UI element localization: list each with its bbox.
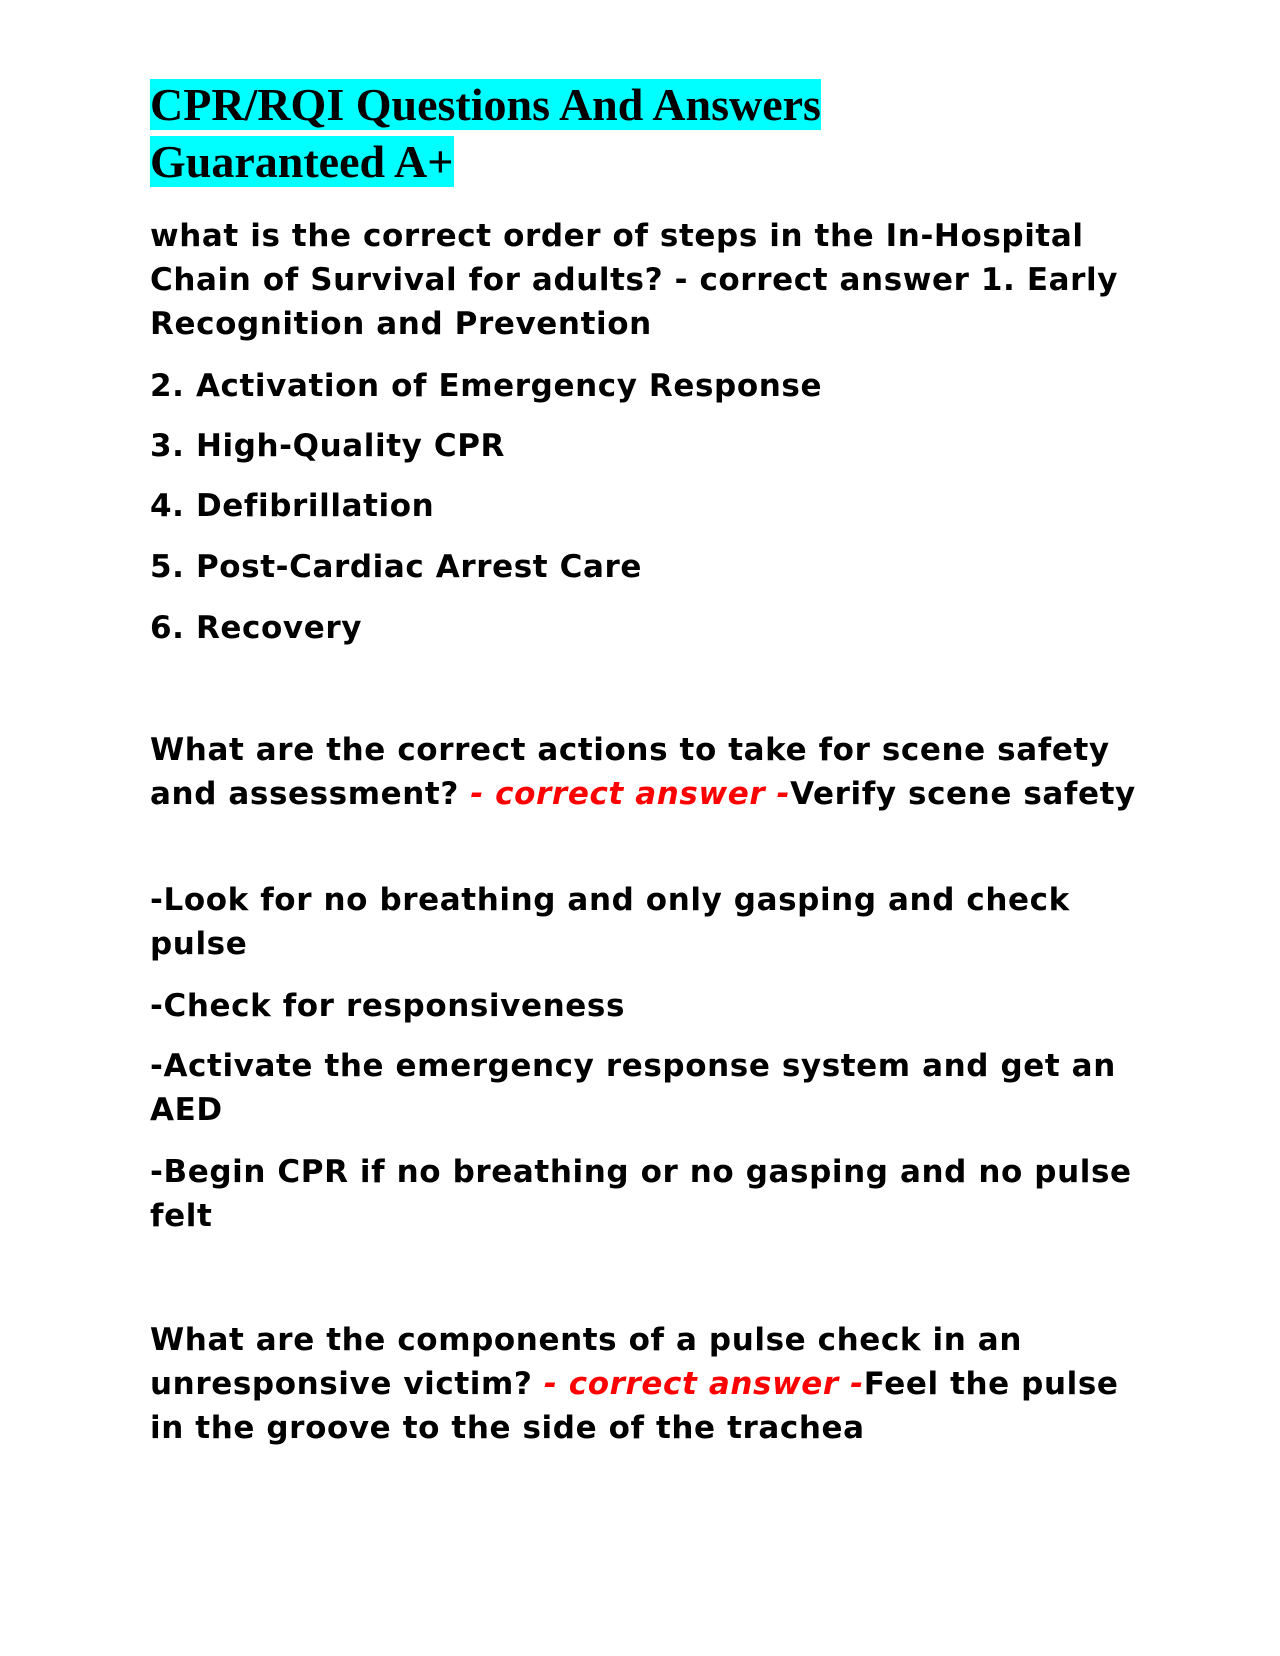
- qa3-question-block: [150, 1318, 1150, 1450]
- qa3-answer-first: Feel the pulse in the groove to the side of the trachea: [150, 1366, 1119, 1446]
- document-title: [150, 76, 950, 190]
- qa2-item-2: -Check for responsiveness: [150, 988, 625, 1024]
- qa2-question: What are the correct actions to take for scene safety and assessment?: [150, 732, 1110, 812]
- title-line-2: Guaranteed A+: [150, 136, 454, 187]
- qa1-question: what is the correct order of steps in the In-Hospital Chain of Survival for adults? - correct answer 1. Early Recognition and Prevention: [150, 218, 1119, 342]
- qa1-step-2: 2. Activation of Emergency Response: [150, 368, 823, 404]
- qa2-answer-marker: - correct answer -: [470, 776, 791, 812]
- qa1-step-6: 6. Recovery: [150, 610, 363, 646]
- qa3-answer-marker: - correct answer -: [543, 1366, 864, 1402]
- qa2-item-4: -Begin CPR if no breathing or no gasping and no pulse felt: [150, 1154, 1132, 1234]
- title-line-1: CPR/RQI Questions And Answers: [150, 79, 821, 130]
- qa3-question: What are the components of a pulse check in an unresponsive victim?: [150, 1322, 1022, 1402]
- qa1-step-3: 3. High-Quality CPR: [150, 428, 505, 464]
- qa2-answer-first: Verify scene safety: [790, 776, 1136, 812]
- qa2-question-block: [150, 728, 1150, 816]
- qa1-step-4: 4. Defibrillation: [150, 488, 435, 524]
- qa2-item-3: -Activate the emergency response system and get an AED: [150, 1048, 1116, 1128]
- qa1-step-5: 5. Post-Cardiac Arrest Care: [150, 549, 642, 585]
- qa2-item-1: -Look for no breathing and only gasping and check pulse: [150, 882, 1070, 962]
